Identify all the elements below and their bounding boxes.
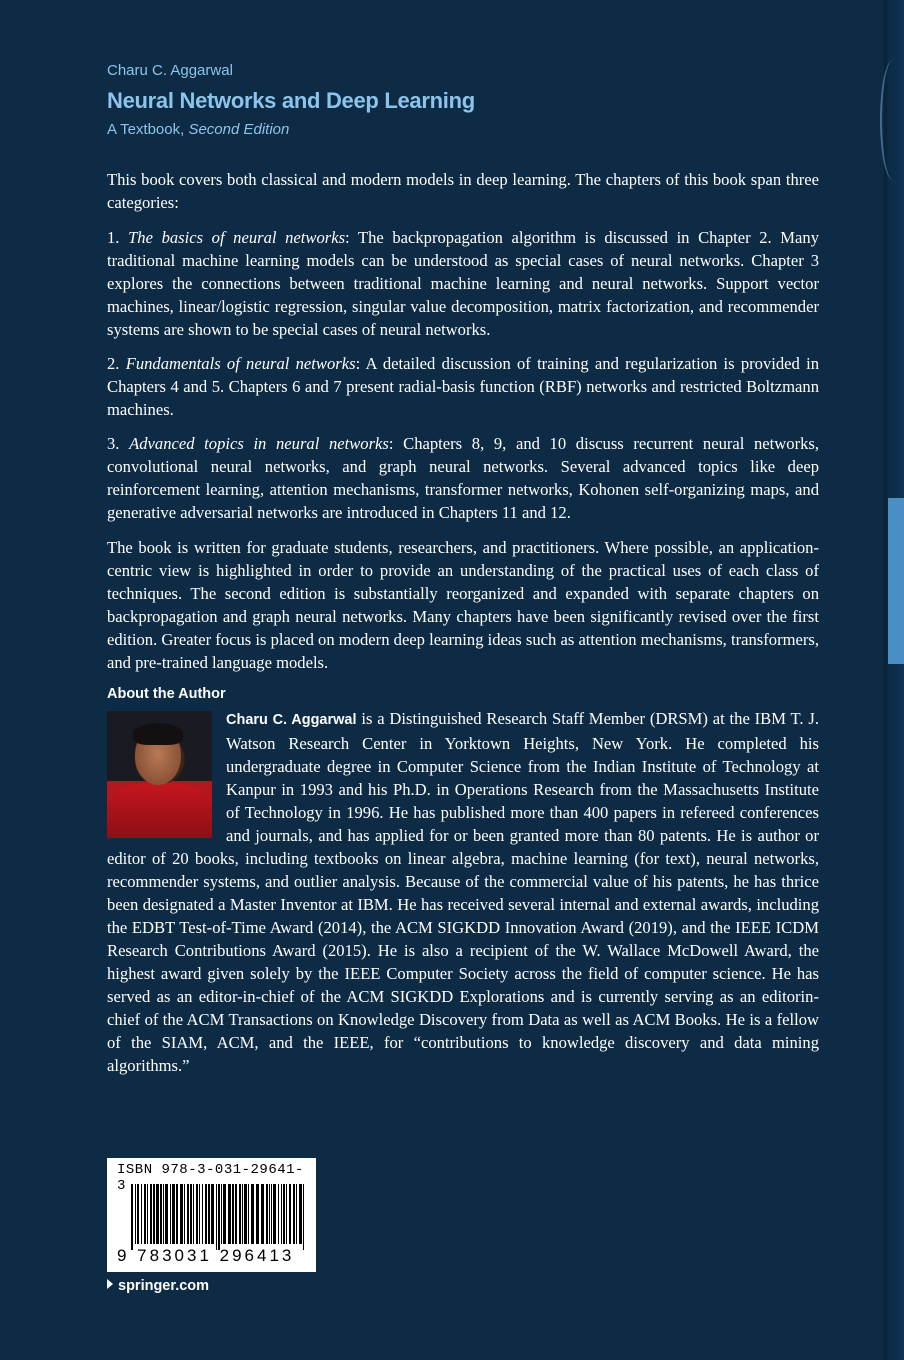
- barcode-bar: [271, 1184, 272, 1244]
- barcode-bar: [172, 1184, 175, 1244]
- barcode-bars: [131, 1184, 306, 1250]
- barcode-bar: [266, 1184, 268, 1244]
- barcode-bar: [269, 1184, 270, 1244]
- photo-shirt: [107, 783, 212, 838]
- barcode-bar: [283, 1184, 285, 1244]
- barcode-bar: [180, 1184, 183, 1244]
- barcode-bar: [165, 1184, 168, 1244]
- isbn-label: ISBN 978-3-031-29641-3: [117, 1162, 304, 1194]
- barcode-bar: [131, 1184, 133, 1250]
- barcode-bar: [187, 1184, 189, 1244]
- author-name: Charu C. Aggarwal: [226, 712, 357, 728]
- basics-text: : The backpropagation algorithm is discussed in Chapter 2. Many traditional machine learning models can be understood as special cases of neural networks. Chapter 3 explores the connections between traditional machine learning and neural networks. Support vector machines, linear/logistic regression, singular value decomposition, matrix factorization, and recommender systems are shown to be special cases of neural networks.: [107, 228, 820, 339]
- barcode-bar: [144, 1184, 146, 1244]
- barcode-bar: [150, 1184, 152, 1244]
- subtitle-prefix: A Textbook,: [107, 121, 189, 138]
- barcode-bar: [223, 1184, 226, 1244]
- barcode-bar: [296, 1184, 297, 1244]
- barcode-bar: [184, 1184, 185, 1244]
- barcode-bar: [147, 1184, 148, 1244]
- barcode-bar: [248, 1184, 249, 1244]
- basics-label: The basics of neural networks: [128, 228, 346, 247]
- barcode-bar: [163, 1184, 164, 1244]
- barcode-bar: [293, 1184, 295, 1244]
- barcode-bar: [273, 1184, 276, 1244]
- barcode-bar: [141, 1184, 142, 1244]
- barcode-bar: [208, 1184, 210, 1244]
- barcode-bar: [261, 1184, 264, 1244]
- photo-hair: [133, 723, 183, 745]
- barcode-bar: [153, 1184, 155, 1244]
- spine: [884, 0, 904, 1360]
- barcode-bar: [281, 1184, 282, 1244]
- barcode-bar: [135, 1184, 136, 1244]
- publisher-url: springer.com: [118, 1278, 210, 1294]
- barcode-bar: [228, 1184, 231, 1244]
- advanced-label: Advanced topics in neural networks: [129, 434, 389, 453]
- isbn-barcode: [107, 1158, 316, 1272]
- barcode-bar: [160, 1184, 162, 1244]
- barcode-bar: [137, 1184, 139, 1244]
- spine-decoration: [880, 60, 904, 180]
- barcode-bar: [278, 1184, 279, 1244]
- barcode-bar: [303, 1184, 304, 1250]
- fundamentals-text: : A detailed discussion of training and regularization is provided in Chapters 4 and 5. Chapters 6 and 7 present radial-basis function (RBF) networks and restricted Boltzmann machines.: [107, 354, 819, 419]
- barcode-bar: [176, 1184, 178, 1244]
- barcode-bar: [218, 1184, 220, 1250]
- barcode-bar: [286, 1184, 287, 1244]
- barcode-bar: [235, 1184, 237, 1244]
- barcode-bar: [299, 1184, 302, 1244]
- book-title: Neural Networks and Deep Learning: [107, 88, 475, 113]
- barcode-bar: [216, 1184, 217, 1250]
- barcode-bar: [170, 1184, 171, 1244]
- barcode-bar: [242, 1184, 243, 1244]
- barcode-bar: [232, 1184, 234, 1244]
- barcode-bar: [221, 1184, 222, 1244]
- fundamentals-paragraph: 2. Fundamentals of neural networks: A detailed discussion of training and regularization is provided in Chapters 4 and 5. Chapters 6 and 7 present radial-basis function (RBF) networks and restricted Boltzmann machines.: [107, 354, 819, 419]
- author-bio: [107, 707, 819, 1077]
- advanced-text: : Chapters 8, 9, and 10 discuss recurrent neural networks, convolutional neural networks, and graph neural networks. Several advanced topics like deep reinforcement learning, attention mechanisms, transformer networks, Kohonen self-organizing maps, and generative adversarial networks are introduced in Chapters 11 and 12.: [107, 434, 819, 522]
- subtitle-edition: Second Edition: [188, 121, 290, 138]
- barcode-bar: [202, 1184, 203, 1244]
- barcode-number: 9 783031 296413: [117, 1246, 295, 1265]
- author-photo: [107, 711, 212, 838]
- bio-text: is a Distinguished Research Staff Member (DRSM) at the IBM T. J. Watson Research Center in Yorktown Heights, New York. He completed his undergraduate degree in Computer Science from the Indian Institute of Technology at Kanpur in 1993 and his Ph.D. in Operations Research from the Massachusetts Institute of Technology in 1996. He has published more than 400 papers in refereed conferences and journals, and has applied for or been granted more than 80 patents. He is author or editor of 20 books, including textbooks on linear algebra, machine learning (for text), neural networks, recommender systems, and outlier analysis. Because of the commercial value of his patents, he has thrice been designated a Master Inventor at IBM. He has received several internal and external awards, including the EDBT Test-of-Time Award (2014), the ACM SIGKDD Innovation Award (2019), and the IEEE ICDM Research Contributions Award (2015). He is also a recipient of the W. Wallace McDowell Award, the highest award given solely by the IEEE Computer Society across the field of computer science. He has served as an editor-in-chief of the ACM SIGKDD Explorations and is currently serving as an editorin-chief of the ACM Transactions on Knowledge Discovery from Data as well as ACM Books. He is a fellow of the SIAM, ACM, and the IEEE, for “contributions to knowledge discovery and data mining algorithms.”: [107, 709, 819, 1075]
- barcode-bar: [211, 1184, 214, 1244]
- publisher-link[interactable]: [107, 1278, 209, 1294]
- basics-paragraph: 1. The basics of neural networks: The backpropagation algorithm is discussed in Chapter 2. Many traditional machine learning models can be understood as special cases of neural networks. Chapter 3 explores the connections between traditional machine learning and neural networks. Support vector machines, linear/logistic regression, singular value decomposition, matrix factorization, and recommender systems are shown to be special cases of neural networks.: [107, 228, 820, 339]
- arrow-right-icon: [107, 1279, 113, 1289]
- barcode-bar: [193, 1184, 194, 1244]
- barcode-bar: [205, 1184, 207, 1244]
- advanced-paragraph: 3. Advanced topics in neural networks: Chapters 8, 9, and 10 discuss recurrent neural networks, convolutional neural networks, and graph neural networks. Several advanced topics like deep reinforcement learning, attention mechanisms, transformer networks, Kohonen self-organizing maps, and generative adversarial networks are introduced in Chapters 11 and 12.: [107, 434, 819, 522]
- spine-accent-bar: [888, 498, 904, 664]
- fundamentals-label: Fundamentals of neural networks: [125, 354, 356, 373]
- audience-paragraph: The book is written for graduate students, researchers, and practitioners. Where possible, an application-centric view is highlighted in order to provide an understanding of the practical uses of each class of techniques. The second edition is substantially reorganized and expanded with separate chapters on backpropagation and graph neural networks. Many chapters have been significantly revised over the first edition. Greater focus is placed on modern deep learning ideas such as attention mechanisms, transformers, and pre-trained language models.: [107, 538, 819, 672]
- barcode-bar: [239, 1184, 241, 1244]
- barcode-bar: [190, 1184, 192, 1244]
- barcode-bar: [196, 1184, 198, 1244]
- barcode-bar: [199, 1184, 200, 1244]
- barcode-bar: [244, 1184, 247, 1244]
- barcode-bar: [289, 1184, 291, 1244]
- barcode-bar: [256, 1184, 259, 1244]
- barcode-bar: [156, 1184, 159, 1244]
- header-author: Charu C. Aggarwal: [107, 62, 233, 79]
- barcode-bar: [251, 1184, 254, 1244]
- intro-paragraph: This book covers both classical and modern models in deep learning. The chapters of this book span three categories:: [107, 170, 819, 212]
- book-subtitle: [107, 121, 289, 138]
- about-author-heading: About the Author: [107, 686, 226, 702]
